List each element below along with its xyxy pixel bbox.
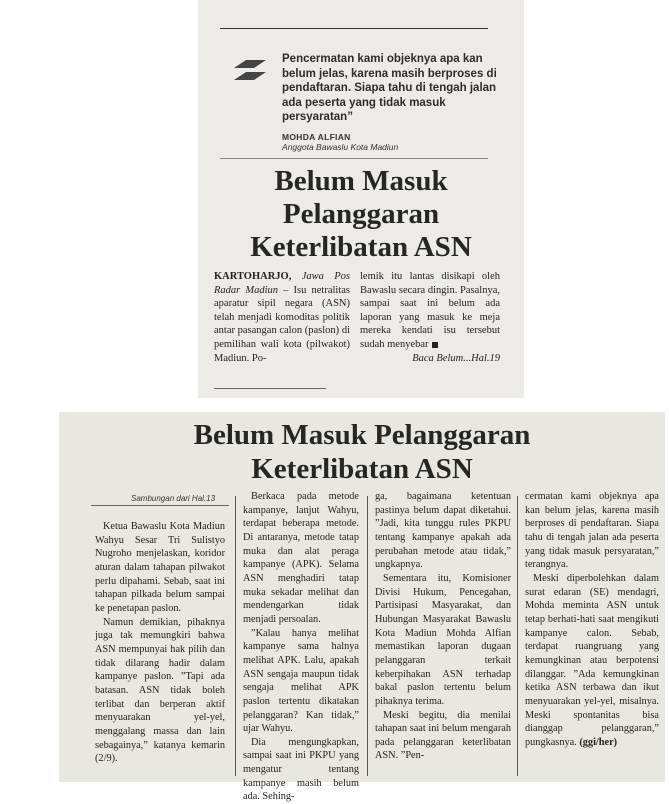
column-divider-2 bbox=[367, 496, 368, 776]
continuation-headline-line-1: Belum Masuk Pelanggaran bbox=[193, 419, 531, 451]
paragraph bbox=[525, 572, 659, 750]
dateline: KARTOHARJO, bbox=[214, 271, 292, 282]
paragraph: Dia mengungkapkan, sampai saat ini PKPU yang mengatur tentang kampanye masih belum ada. Sehing- bbox=[243, 736, 359, 803]
continued-link: Baca Belum...Hal.19 bbox=[412, 352, 500, 364]
clipping-continuation bbox=[59, 412, 665, 803]
reporter-signature: (ggi/her) bbox=[579, 736, 618, 748]
headline-line-1: Belum Masuk bbox=[274, 165, 448, 197]
paragraph-text: Meski diperbolehkan dalam surat edaran (SE) mendagri, Mohda meminta ASN untuk tetap berhati-hati saat mengikuti kampanye calon. Sebab, terdapat ruangruang yang kemungkinan atau berpotensi dilanggar. ”Ada kemungkinan ketika ASN terbawa dan ikut menyuarakan yel-yel, misalnya. Meski spontanitas bisa dianggap pelanggaran,” pungkasnya. bbox=[525, 572, 659, 748]
source-name: Jawa Pos Radar Madiun bbox=[214, 271, 350, 296]
front-column-1 bbox=[214, 270, 350, 365]
front-column-2 bbox=[360, 270, 500, 365]
paragraph: Ketua Bawaslu Kota Madiun Wahyu Sesar Tri Sulistyo Nugroho menjelaskan, koridor aturan dalam tahapan pilwakot perlu dipahami. Sebab, saat ini tahapan pilkada belum sampai ke penetapan paslon. bbox=[95, 521, 225, 614]
paragraph: ”Kalau hanya melihat kampanye sama halnya melihat APK. Lalu, apakah ASN sengaja maupun tidak sengaja melihat APK paslon tertentu dikatakan pelanggaran? Kan tidak,” ujar Wahyu. bbox=[243, 627, 359, 735]
end-mark-icon bbox=[432, 342, 438, 348]
clipping-front-page bbox=[198, 0, 524, 398]
column-divider-1 bbox=[235, 496, 236, 776]
paragraph: cermatan kami objeknya apa kan belum jelas, karena masih berproses di pendaftaran. Siapa tahu di tengah jalan ada peserta yang tidak masuk persyaratan,” terangnya. bbox=[525, 491, 659, 571]
bottom-rule bbox=[214, 388, 326, 389]
article-column-3 bbox=[375, 490, 511, 763]
article-column-2 bbox=[243, 490, 359, 804]
article-column-1 bbox=[95, 520, 225, 766]
quote-mark-icon bbox=[232, 56, 268, 84]
quote-author: MOHDA ALFIAN bbox=[282, 132, 351, 142]
top-rule bbox=[220, 28, 488, 29]
front-column-1-text: – Isu netralitas aparatur sipil negara (ASN) telah menjadi komoditas politik antar pasangan calon (paslon) di pemilihan wali kota (pilwakot) Madiun. Po- bbox=[214, 284, 350, 364]
headline-line-2: Pelanggaran bbox=[282, 198, 440, 230]
article-column-4 bbox=[525, 490, 659, 749]
pull-quote: Pencermatan kami objeknya apa kan belum jelas, karena masih berproses di pendaftaran. Siapa tahu di tengah jalan ada peserta yang tidak masuk persyaratan” bbox=[282, 53, 497, 123]
quote-author-role: Anggota Bawaslu Kota Madiun bbox=[282, 142, 399, 152]
front-column-2-text: lemik itu lantas disikapi oleh Bawaslu secara dingin. Pasalnya, sampai saat ini belum ada laporan yang masuk ke meja mereka kendati isu tersebut sudah menyebar bbox=[360, 271, 500, 350]
continued-rule bbox=[91, 505, 229, 506]
continued-from-label: Sambungan dari Hal.13 bbox=[131, 494, 216, 503]
continuation-headline-line-2: Keterlibatan ASN bbox=[251, 453, 473, 485]
column-divider-3 bbox=[517, 496, 518, 776]
paragraph: Sementara itu, Komisioner Divisi Hukum, Pencegahan, Partisipasi Masyarakat, dan Hubungan Masyarakat Bawaslu Kota Madiun Mohda Alfian memastikan laporan dugaan pelanggaran terkait keberpihakan ASN terhadap bakal paslon tertentu belum pihaknya terima. bbox=[375, 572, 511, 707]
paragraph: Berkaca pada metode kampanye, lanjut Wahyu, terdapat beberapa metode. Di antaranya, metode tatap muka dan alat peraga kampanye (APK). Selama ASN menghadiri tatap muka sekadar melihat dan mendengarkan tidak menjadi persoalan. bbox=[243, 491, 359, 625]
quote-rule bbox=[220, 158, 488, 159]
paragraph: Meski begitu, dia menilai tahapan saat ini belum mengarah pada pelanggaran keterlibatan ASN. ”Pen- bbox=[375, 709, 511, 762]
headline-line-3: Keterlibatan ASN bbox=[250, 231, 472, 263]
paragraph: ga, bagaimana ketentuan pastinya belum dapat diketahui. ”Jadi, kita tunggu rules PKPU tentang kampanye apakah ada perubahan metode atau tidak,” ungkapnya. bbox=[375, 491, 511, 571]
paragraph: Namun demikian, pihaknya juga tak memungkiri bahwa ASN mempunyai hak pilih dan tidak dilarang hadir dalam kampanye paslon. ”Tapi ada batasan. ASN tidak boleh terlibat dan berperan aktif menyuarakan yel-yel, menggalang massa dan lain sebagainya,” katanya kemarin (2/9). bbox=[95, 616, 225, 765]
